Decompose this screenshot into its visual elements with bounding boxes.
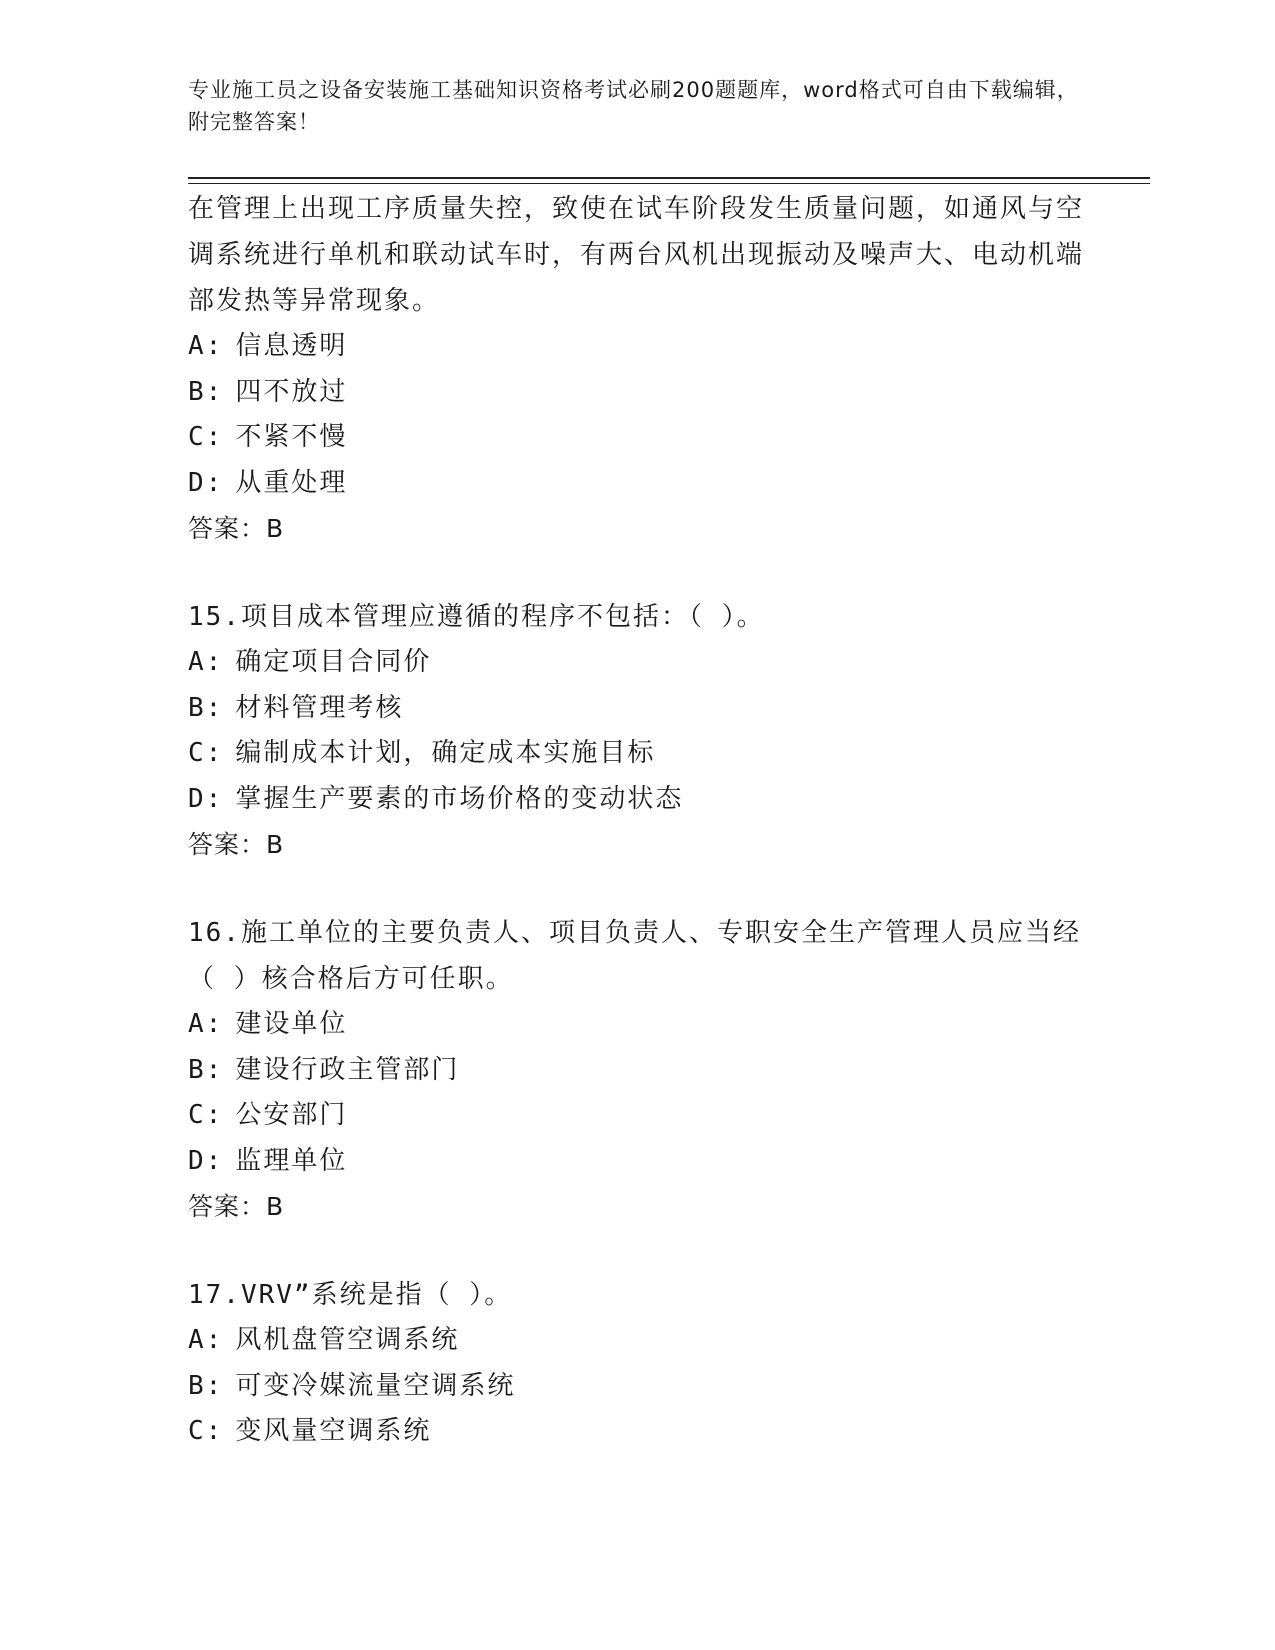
option-a xyxy=(188,324,1088,370)
question-continuation-text: 在管理上出现工序质量失控，致使在试车阶段发生质量问题，如通风与空调系统进行单机和联动试车时，有两台风机出现振动及噪声大、电动机端部发热等异常现象。 xyxy=(188,194,1085,316)
option-text: 掌握生产要素的市场价格的变动状态 xyxy=(235,783,684,814)
option-letter: C: xyxy=(188,422,224,452)
option-letter: C: xyxy=(188,738,224,768)
option-letter: A: xyxy=(188,647,224,677)
option-letter: A: xyxy=(188,1009,224,1039)
option-d xyxy=(188,777,1088,823)
question-title: 15.项目成本管理应遵循的程序不包括：（ ）。 xyxy=(188,602,765,632)
option-a xyxy=(188,1318,1088,1364)
option-text: 不紧不慢 xyxy=(235,422,348,452)
option-d xyxy=(188,1139,1088,1185)
option-letter: B: xyxy=(188,376,224,407)
option-text: 从重处理 xyxy=(235,467,348,498)
header-rule xyxy=(188,177,1150,179)
option-letter: B: xyxy=(188,692,224,723)
option-letter: B: xyxy=(188,1054,224,1085)
answer-line: 答案：B xyxy=(188,830,285,859)
option-text: 信息透明 xyxy=(235,331,348,361)
option-a xyxy=(188,1002,1088,1048)
option-text: 确定项目合同价 xyxy=(235,647,432,677)
option-c xyxy=(188,1409,1088,1455)
option-text: 监理单位 xyxy=(235,1145,348,1176)
option-text: 公安部门 xyxy=(235,1100,348,1130)
option-letter: C: xyxy=(188,1416,224,1446)
option-b xyxy=(188,1364,1088,1410)
question-title: 17.VRV”系统是指（ ）。 xyxy=(188,1280,513,1310)
option-b xyxy=(188,370,1088,416)
header-rule-thin xyxy=(188,183,1150,184)
option-text: 编制成本计划，确定成本实施目标 xyxy=(235,738,656,768)
option-letter: D: xyxy=(188,467,224,498)
option-text: 建设单位 xyxy=(235,1009,348,1039)
option-d xyxy=(188,461,1088,507)
option-letter: B: xyxy=(188,1370,224,1401)
option-c xyxy=(188,731,1088,777)
option-c xyxy=(188,1093,1088,1139)
option-text: 可变冷媒流量空调系统 xyxy=(235,1370,516,1401)
page-header: 专业施工员之设备安装施工基础知识资格考试必刷200题题库，word格式可自由下载编辑，附完整答案！ xyxy=(188,78,1079,134)
answer-line: 答案：B xyxy=(188,1192,285,1221)
option-a xyxy=(188,640,1088,686)
option-letter: D: xyxy=(188,1145,224,1176)
option-letter: A: xyxy=(188,331,224,361)
option-b xyxy=(188,686,1088,732)
option-letter: C: xyxy=(188,1100,224,1130)
option-text: 变风量空调系统 xyxy=(235,1416,432,1446)
question-content xyxy=(188,186,1088,1455)
option-text: 材料管理考核 xyxy=(235,692,404,723)
answer-line: 答案：B xyxy=(188,514,285,543)
option-c xyxy=(188,415,1088,461)
option-b xyxy=(188,1048,1088,1094)
option-letter: D: xyxy=(188,783,224,814)
option-text: 建设行政主管部门 xyxy=(235,1054,460,1085)
option-text: 风机盘管空调系统 xyxy=(235,1325,460,1355)
option-letter: A: xyxy=(188,1325,224,1355)
option-text: 四不放过 xyxy=(235,376,348,407)
question-title: 16.施工单位的主要负责人、项目负责人、专职安全生产管理人员应当经（ ）核合格后方可任职。 xyxy=(188,918,1081,994)
